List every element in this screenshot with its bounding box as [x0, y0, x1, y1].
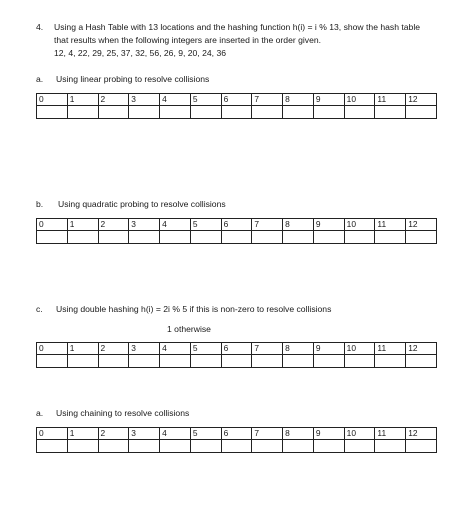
slot-cell[interactable]: [67, 231, 98, 244]
index-cell: 3: [129, 343, 160, 355]
slot-cell[interactable]: [98, 231, 129, 244]
index-cell: 7: [252, 428, 283, 440]
slot-cell[interactable]: [283, 106, 314, 119]
slot-cell[interactable]: [221, 440, 252, 453]
index-cell: 3: [129, 219, 160, 231]
hash-table-linear-probing: [36, 93, 437, 119]
index-cell: 4: [160, 219, 191, 231]
slot-cell[interactable]: [221, 355, 252, 368]
slot-cell[interactable]: [129, 440, 160, 453]
question-number: 4.: [36, 22, 44, 32]
index-cell: 1: [67, 94, 98, 106]
slot-cell[interactable]: [313, 106, 344, 119]
index-row: [37, 94, 437, 106]
index-cell: 4: [160, 428, 191, 440]
slot-cell[interactable]: [129, 106, 160, 119]
index-cell: 5: [190, 343, 221, 355]
slot-cell[interactable]: [344, 440, 375, 453]
slot-cell[interactable]: [190, 355, 221, 368]
index-cell: 8: [283, 428, 314, 440]
hash-table-chaining: [36, 427, 437, 453]
slot-cell[interactable]: [190, 231, 221, 244]
hash-table-quadratic-probing: [36, 218, 437, 244]
index-cell: 10: [344, 343, 375, 355]
slot-cell[interactable]: [252, 231, 283, 244]
question-integer-list: 12, 4, 22, 29, 25, 37, 32, 56, 26, 9, 20, 24, 36: [54, 48, 227, 58]
slot-cell[interactable]: [252, 106, 283, 119]
slot-cell[interactable]: [375, 440, 406, 453]
index-cell: 8: [283, 219, 314, 231]
index-cell: 10: [344, 428, 375, 440]
part-a-instruction: Using linear probing to resolve collisions: [56, 74, 210, 84]
slot-cell[interactable]: [406, 231, 437, 244]
slot-cell[interactable]: [252, 440, 283, 453]
index-cell: 6: [221, 428, 252, 440]
index-cell: 12: [406, 219, 437, 231]
slot-cell[interactable]: [98, 106, 129, 119]
slot-cell[interactable]: [160, 440, 191, 453]
slot-cell[interactable]: [344, 231, 375, 244]
part-b-instruction: Using quadratic probing to resolve collisions: [58, 199, 226, 209]
index-cell: 10: [344, 219, 375, 231]
slot-cell[interactable]: [67, 355, 98, 368]
index-cell: 9: [313, 343, 344, 355]
slot-cell[interactable]: [221, 106, 252, 119]
part-c-subtext: 1 otherwise: [167, 324, 211, 334]
slot-cell[interactable]: [190, 106, 221, 119]
index-cell: 12: [406, 428, 437, 440]
slot-cell[interactable]: [160, 355, 191, 368]
index-cell: 7: [252, 94, 283, 106]
slot-cell[interactable]: [37, 355, 68, 368]
index-cell: 2: [98, 343, 129, 355]
index-cell: 3: [129, 428, 160, 440]
part-c-letter: c.: [36, 304, 43, 314]
slot-cell[interactable]: [375, 355, 406, 368]
index-cell: 7: [252, 219, 283, 231]
index-cell: 6: [221, 94, 252, 106]
index-cell: 9: [313, 219, 344, 231]
slot-cell[interactable]: [313, 440, 344, 453]
part-a-letter: a.: [36, 74, 44, 84]
index-cell: 1: [67, 428, 98, 440]
slot-cell[interactable]: [406, 355, 437, 368]
index-cell: 4: [160, 94, 191, 106]
slot-cell[interactable]: [129, 355, 160, 368]
slot-cell[interactable]: [313, 231, 344, 244]
index-cell: 3: [129, 94, 160, 106]
slot-row: [37, 106, 437, 119]
index-cell: 6: [221, 219, 252, 231]
question-text-line-1: Using a Hash Table with 13 locations and the hashing function h(i) = i % 13, show the hash table: [54, 22, 421, 32]
slot-cell[interactable]: [37, 440, 68, 453]
slot-cell[interactable]: [221, 231, 252, 244]
slot-row: [37, 355, 437, 368]
index-cell: 2: [98, 94, 129, 106]
hash-table-double-hashing: [36, 342, 437, 368]
index-cell: 11: [375, 343, 406, 355]
index-row: [37, 219, 437, 231]
index-cell: 11: [375, 94, 406, 106]
slot-cell[interactable]: [344, 355, 375, 368]
slot-row: [37, 440, 437, 453]
index-cell: 0: [37, 219, 68, 231]
slot-cell[interactable]: [283, 355, 314, 368]
question-text-line-2: that results when the following integers are inserted in the order given.: [54, 35, 322, 45]
index-cell: 7: [252, 343, 283, 355]
index-cell: 9: [313, 428, 344, 440]
index-cell: 5: [190, 94, 221, 106]
part-chaining-letter: a.: [36, 408, 44, 418]
slot-cell[interactable]: [37, 231, 68, 244]
index-cell: 9: [313, 94, 344, 106]
index-cell: 12: [406, 94, 437, 106]
index-cell: 1: [67, 343, 98, 355]
slot-cell[interactable]: [375, 106, 406, 119]
part-c-instruction: Using double hashing h(i) = 2i % 5 if this is non-zero to resolve collisions: [56, 304, 332, 314]
index-cell: 8: [283, 343, 314, 355]
index-cell: 0: [37, 94, 68, 106]
slot-cell[interactable]: [406, 440, 437, 453]
index-cell: 11: [375, 428, 406, 440]
slot-cell[interactable]: [67, 440, 98, 453]
part-b-letter: b.: [36, 199, 44, 209]
index-row: [37, 343, 437, 355]
index-cell: 2: [98, 219, 129, 231]
slot-cell[interactable]: [283, 440, 314, 453]
index-row: [37, 428, 437, 440]
index-cell: 11: [375, 219, 406, 231]
part-chaining-instruction: Using chaining to resolve collisions: [56, 408, 190, 418]
slot-cell[interactable]: [190, 440, 221, 453]
slot-cell[interactable]: [283, 231, 314, 244]
index-cell: 0: [37, 343, 68, 355]
index-cell: 10: [344, 94, 375, 106]
slot-cell[interactable]: [252, 355, 283, 368]
index-cell: 6: [221, 343, 252, 355]
index-cell: 5: [190, 428, 221, 440]
slot-cell[interactable]: [98, 440, 129, 453]
slot-cell[interactable]: [98, 355, 129, 368]
slot-cell[interactable]: [37, 106, 68, 119]
index-cell: 8: [283, 94, 314, 106]
index-cell: 0: [37, 428, 68, 440]
index-cell: 5: [190, 219, 221, 231]
index-cell: 12: [406, 343, 437, 355]
slot-cell[interactable]: [67, 106, 98, 119]
index-cell: 2: [98, 428, 129, 440]
index-cell: 4: [160, 343, 191, 355]
index-cell: 1: [67, 219, 98, 231]
slot-cell[interactable]: [344, 106, 375, 119]
slot-cell[interactable]: [313, 355, 344, 368]
slot-cell[interactable]: [375, 231, 406, 244]
slot-cell[interactable]: [160, 231, 191, 244]
slot-row: [37, 231, 437, 244]
slot-cell[interactable]: [129, 231, 160, 244]
slot-cell[interactable]: [160, 106, 191, 119]
slot-cell[interactable]: [406, 106, 437, 119]
